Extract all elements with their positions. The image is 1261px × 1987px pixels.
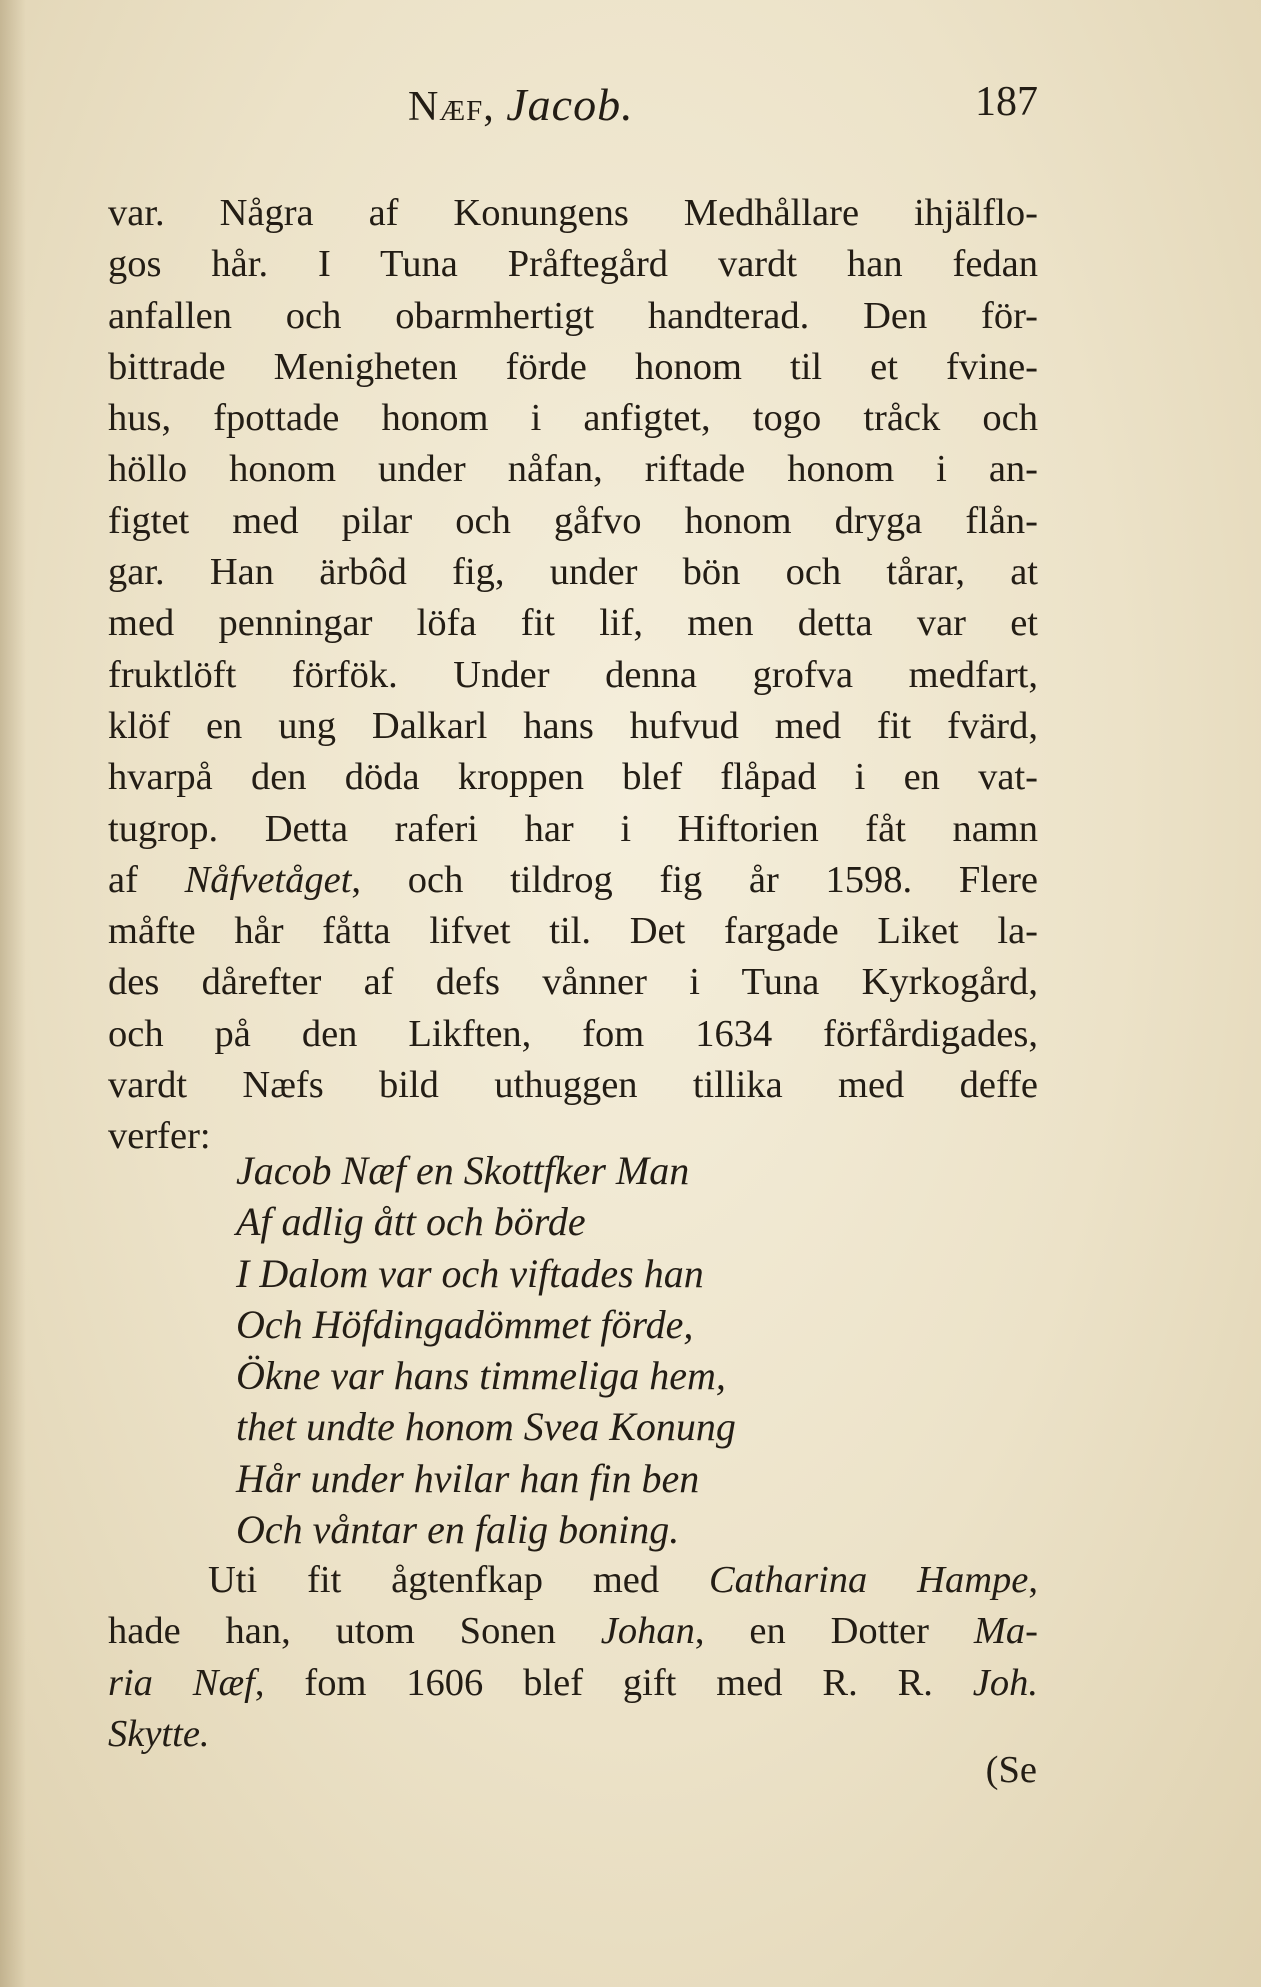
poem-verse: Jacob Næf en Skottfker Man [236, 1148, 690, 1193]
text-segment: Uti fit ågtenfkap med [208, 1559, 709, 1601]
text-line: och på den Likften, fom 1634 förfårdigades, [108, 1012, 1038, 1055]
text-line [108, 855, 1038, 906]
text-line [108, 1658, 1038, 1709]
closing-paragraph [108, 1555, 1038, 1760]
running-head-separator: , [483, 84, 495, 130]
poem-verse: Af adlig ått och börde [236, 1199, 586, 1245]
text-line: måfte hår fåtta lifvet til. Det fargade Liket la- [108, 910, 1038, 953]
text-line: höllo honom under nåfan, riftade honom i an- [108, 448, 1038, 491]
page-number: 187 [975, 79, 1038, 125]
italic-name: Skytte. [108, 1712, 210, 1755]
text-segment: , [1028, 1559, 1039, 1601]
text-line: bittrade Menigheten förde honom til et fvine- [108, 345, 1038, 388]
page-header [108, 78, 1038, 138]
catchword: (Se [985, 1749, 1037, 1791]
epitaph-poem [236, 1145, 736, 1555]
text-line: hus, fpottade honom i anfigtet, togo tråck och [108, 397, 1038, 440]
text-line: vardt Næfs bild uthuggen tillika med deffe [108, 1064, 1038, 1107]
italic-name: Catharina Hampe [709, 1559, 1029, 1601]
running-head-given-name: Jacob. [506, 79, 634, 130]
text-line: gos hår. I Tuna Pråftegård vardt han fedan [108, 243, 1038, 286]
running-head-surname: Næf [408, 84, 484, 130]
text-line: anfallen och obarmhertigt handterad. Den för- [108, 294, 1038, 337]
italic-name: Ma- [973, 1610, 1038, 1653]
text-line: var. Några af Konungens Medhållare ihjälflo- [108, 192, 1038, 234]
text-segment: hade han, utom Sonen [108, 1610, 601, 1653]
text-line: gar. Han ärbôd fig, under bön och tårar, at [108, 551, 1038, 594]
poem-verse: Och Höfdingadömmet förde, [236, 1301, 694, 1347]
text-line [108, 1709, 1038, 1760]
italic-name: Joh. [972, 1661, 1039, 1704]
poem-verse: I Dalom var och viftades han [236, 1250, 704, 1296]
text-segment: , och tildrog fig år 1598. Flere [351, 858, 1038, 901]
italic-name: Johan [600, 1610, 695, 1653]
text-line: fruktlöft förfök. Under denna grofva medfart, [108, 653, 1038, 696]
text-line [108, 1606, 1038, 1657]
italic-term: Nåfvetåget [184, 858, 352, 901]
text-line [108, 1555, 1038, 1606]
text-line: med penningar löfa fit lif, men detta var et [108, 602, 1038, 645]
poem-verse: Hår under hvilar han fin ben [236, 1455, 700, 1501]
poem-verse: thet undte honom Svea Konung [236, 1404, 736, 1450]
text-line: hvarpå den döda kroppen blef flåpad i en vat- [108, 756, 1038, 799]
text-line: klöf en ung Dalkarl hans hufvud med fit fvärd, [108, 704, 1038, 747]
poem-verse: Ökne var hans timmeliga hem, [236, 1353, 726, 1399]
text-line: tugrop. Detta raferi har i Hiftorien fåt namn [108, 807, 1038, 850]
page-gutter-shadow [0, 0, 26, 1987]
text-segment: , en Dotter [694, 1610, 974, 1653]
text-segment: , fom 1606 blef gift med R. R. [254, 1661, 973, 1704]
body-paragraph [108, 188, 1038, 1163]
running-head [408, 78, 634, 131]
italic-name: ria Næf [108, 1661, 255, 1704]
text-segment: af [108, 858, 185, 901]
text-line: figtet med pilar och gåfvo honom dryga flån- [108, 499, 1038, 542]
text-line: des dårefter af defs vånner i Tuna Kyrkogård, [108, 961, 1038, 1004]
text-line: verfer: [108, 1115, 211, 1158]
poem-verse: Och våntar en falig boning. [236, 1507, 680, 1553]
